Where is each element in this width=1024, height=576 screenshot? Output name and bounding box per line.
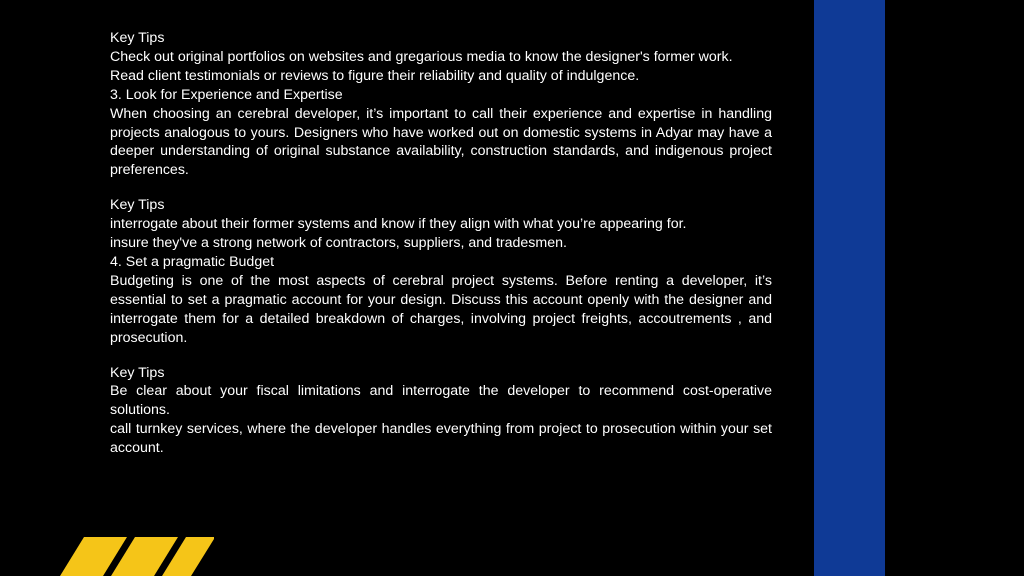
paragraph: Read client testimonials or reviews to figure their reliability and quality of indulgence. xyxy=(110,67,640,84)
heading-key-tips: Key Tips xyxy=(110,197,165,214)
paragraph: insure they've a strong network of contractors, suppliers, and tradesmen. xyxy=(110,235,567,252)
text-content xyxy=(110,29,772,474)
tips-block-2 xyxy=(110,196,772,347)
paragraph: Be clear about your fiscal limitations and interrogate the developer to recommend cost-operative solutions. xyxy=(110,383,772,419)
heading-key-tips: Key Tips xyxy=(110,364,165,381)
paragraph: interrogate about their former systems and know if they align with what you’re appearing for. xyxy=(110,216,687,233)
paragraph: Check out original portfolios on websites and gregarious media to know the designer's former work. xyxy=(110,48,733,65)
tips-block-3 xyxy=(110,364,772,459)
tips-block-1 xyxy=(110,29,772,180)
paragraph: When choosing an cerebral developer, it’s important to call their experience and expertise in handling projects analogous to yours. Designers who have worked out on domestic systems in Adyar may have a deeper understanding of original substance availability, construction standards, and indigenous project preferences. xyxy=(110,105,772,179)
section-heading: 3. Look for Experience and Expertise xyxy=(110,86,343,103)
section-heading: 4. Set a pragmatic Budget xyxy=(110,253,275,270)
heading-key-tips: Key Tips xyxy=(110,30,165,46)
paragraph: call turnkey services, where the developer handles everything from project to prosecution within your set account. xyxy=(110,421,772,457)
paragraph: Budgeting is one of the most aspects of cerebral project systems. Before renting a developer, it’s essential to set a pragmatic account for your design. Discuss this account openly with the designer and interrogate them for a detailed breakdown of charges, involving project freights, accoutrements , and prosecution. xyxy=(110,272,772,346)
